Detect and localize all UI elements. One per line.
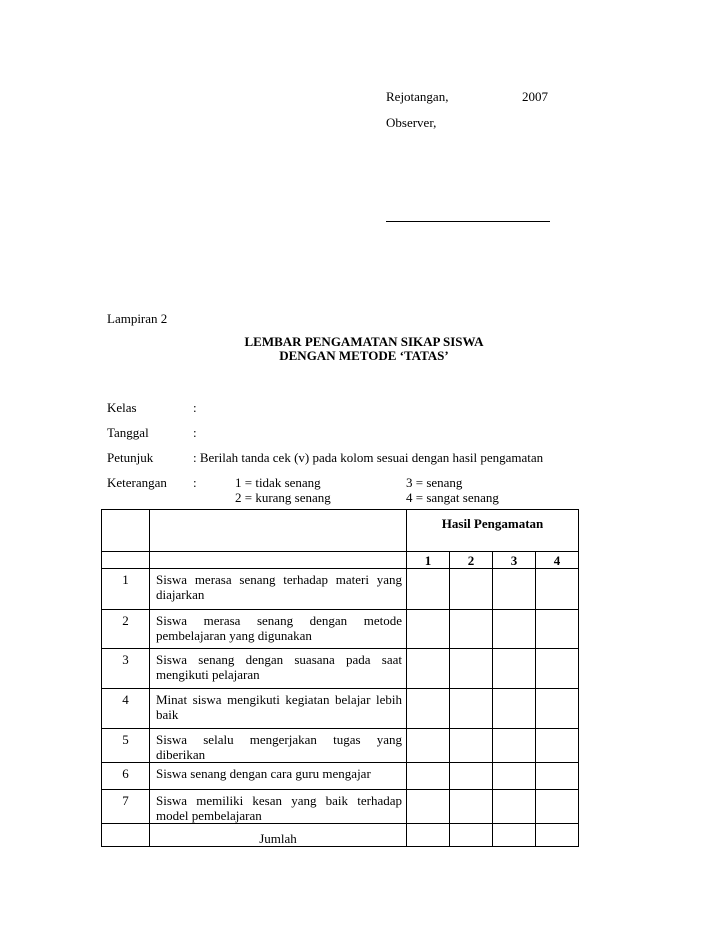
- check-cell-2[interactable]: [450, 569, 493, 610]
- check-cell-1[interactable]: [407, 689, 450, 729]
- field-kelas-colon: :: [193, 400, 197, 415]
- row-number: 2: [102, 610, 150, 649]
- total-cell-1[interactable]: [407, 824, 450, 847]
- check-cell-2[interactable]: [450, 763, 493, 790]
- table-row: [102, 763, 579, 790]
- appendix-label: Lampiran 2: [107, 311, 168, 326]
- row-statement: Siswa selalu mengerjakan tugas yang diberikan: [150, 729, 407, 763]
- legend-scale-2: 2 = kurang senang: [235, 490, 331, 505]
- row-number: 1: [102, 569, 150, 610]
- field-keterangan-label: Keterangan: [107, 475, 167, 490]
- scale-header-3: 3: [493, 552, 536, 569]
- table-row: [102, 729, 579, 763]
- table-row: [102, 790, 579, 824]
- field-petunjuk-text: : Berilah tanda cek (v) pada kolom sesuai dengan hasil pengamatan: [193, 450, 544, 465]
- check-cell-3[interactable]: [493, 729, 536, 763]
- scale-blank-statement: [150, 552, 407, 569]
- scale-blank-no: [102, 552, 150, 569]
- check-cell-2[interactable]: [450, 729, 493, 763]
- scale-header-2: 2: [450, 552, 493, 569]
- header-blank-no: [102, 510, 150, 552]
- row-number: 4: [102, 689, 150, 729]
- check-cell-3[interactable]: [493, 689, 536, 729]
- total-cell-4[interactable]: [536, 824, 579, 847]
- total-label: Jumlah: [150, 824, 407, 847]
- check-cell-3[interactable]: [493, 610, 536, 649]
- row-number: 5: [102, 729, 150, 763]
- row-number: 3: [102, 649, 150, 689]
- check-cell-4[interactable]: [536, 763, 579, 790]
- signature-role: Observer,: [386, 115, 437, 130]
- field-tanggal-colon: :: [193, 425, 197, 440]
- check-cell-1[interactable]: [407, 569, 450, 610]
- check-cell-4[interactable]: [536, 790, 579, 824]
- check-cell-1[interactable]: [407, 763, 450, 790]
- field-kelas-label: Kelas: [107, 400, 137, 415]
- row-statement: Siswa memiliki kesan yang baik terhadap model pembelajaran: [150, 790, 407, 824]
- check-cell-1[interactable]: [407, 610, 450, 649]
- total-cell-3[interactable]: [493, 824, 536, 847]
- field-keterangan-colon: :: [193, 475, 197, 490]
- total-blank-no: [102, 824, 150, 847]
- row-statement: Siswa senang dengan suasana pada saat mengikuti pelajaran: [150, 649, 407, 689]
- row-statement: Siswa merasa senang terhadap materi yang diajarkan: [150, 569, 407, 610]
- check-cell-1[interactable]: [407, 790, 450, 824]
- field-tanggal-label: Tanggal: [107, 425, 149, 440]
- row-statement: Minat siswa mengikuti kegiatan belajar lebih baik: [150, 689, 407, 729]
- row-number: 6: [102, 763, 150, 790]
- results-header: Hasil Pengamatan: [407, 510, 579, 552]
- signature-year: 2007: [522, 89, 548, 104]
- table-row: [102, 649, 579, 689]
- check-cell-3[interactable]: [493, 763, 536, 790]
- check-cell-1[interactable]: [407, 729, 450, 763]
- check-cell-1[interactable]: [407, 649, 450, 689]
- check-cell-4[interactable]: [536, 610, 579, 649]
- total-row: [102, 824, 579, 847]
- check-cell-3[interactable]: [493, 649, 536, 689]
- document-title-line-2: DENGAN METODE ‘TATAS’: [279, 348, 449, 363]
- observation-table: [101, 509, 579, 847]
- legend-scale-3: 3 = senang: [406, 475, 463, 490]
- check-cell-4[interactable]: [536, 649, 579, 689]
- check-cell-3[interactable]: [493, 569, 536, 610]
- check-cell-2[interactable]: [450, 790, 493, 824]
- table-row: [102, 569, 579, 610]
- total-cell-2[interactable]: [450, 824, 493, 847]
- check-cell-4[interactable]: [536, 569, 579, 610]
- table-row: [102, 689, 579, 729]
- check-cell-2[interactable]: [450, 649, 493, 689]
- check-cell-4[interactable]: [536, 729, 579, 763]
- check-cell-4[interactable]: [536, 689, 579, 729]
- scale-header-1: 1: [407, 552, 450, 569]
- header-blank-statement: [150, 510, 407, 552]
- row-statement: Siswa senang dengan cara guru mengajar: [150, 763, 407, 790]
- signature-line: [386, 221, 550, 222]
- row-number: 7: [102, 790, 150, 824]
- check-cell-2[interactable]: [450, 610, 493, 649]
- table-row: [102, 610, 579, 649]
- scale-header-4: 4: [536, 552, 579, 569]
- check-cell-3[interactable]: [493, 790, 536, 824]
- legend-scale-4: 4 = sangat senang: [406, 490, 499, 505]
- document-title-line-1: LEMBAR PENGAMATAN SIKAP SISWA: [244, 334, 484, 349]
- legend-scale-1: 1 = tidak senang: [235, 475, 321, 490]
- signature-place: Rejotangan,: [386, 89, 449, 104]
- row-statement: Siswa merasa senang dengan metode pembelajaran yang digunakan: [150, 610, 407, 649]
- field-petunjuk-label: Petunjuk: [107, 450, 154, 465]
- check-cell-2[interactable]: [450, 689, 493, 729]
